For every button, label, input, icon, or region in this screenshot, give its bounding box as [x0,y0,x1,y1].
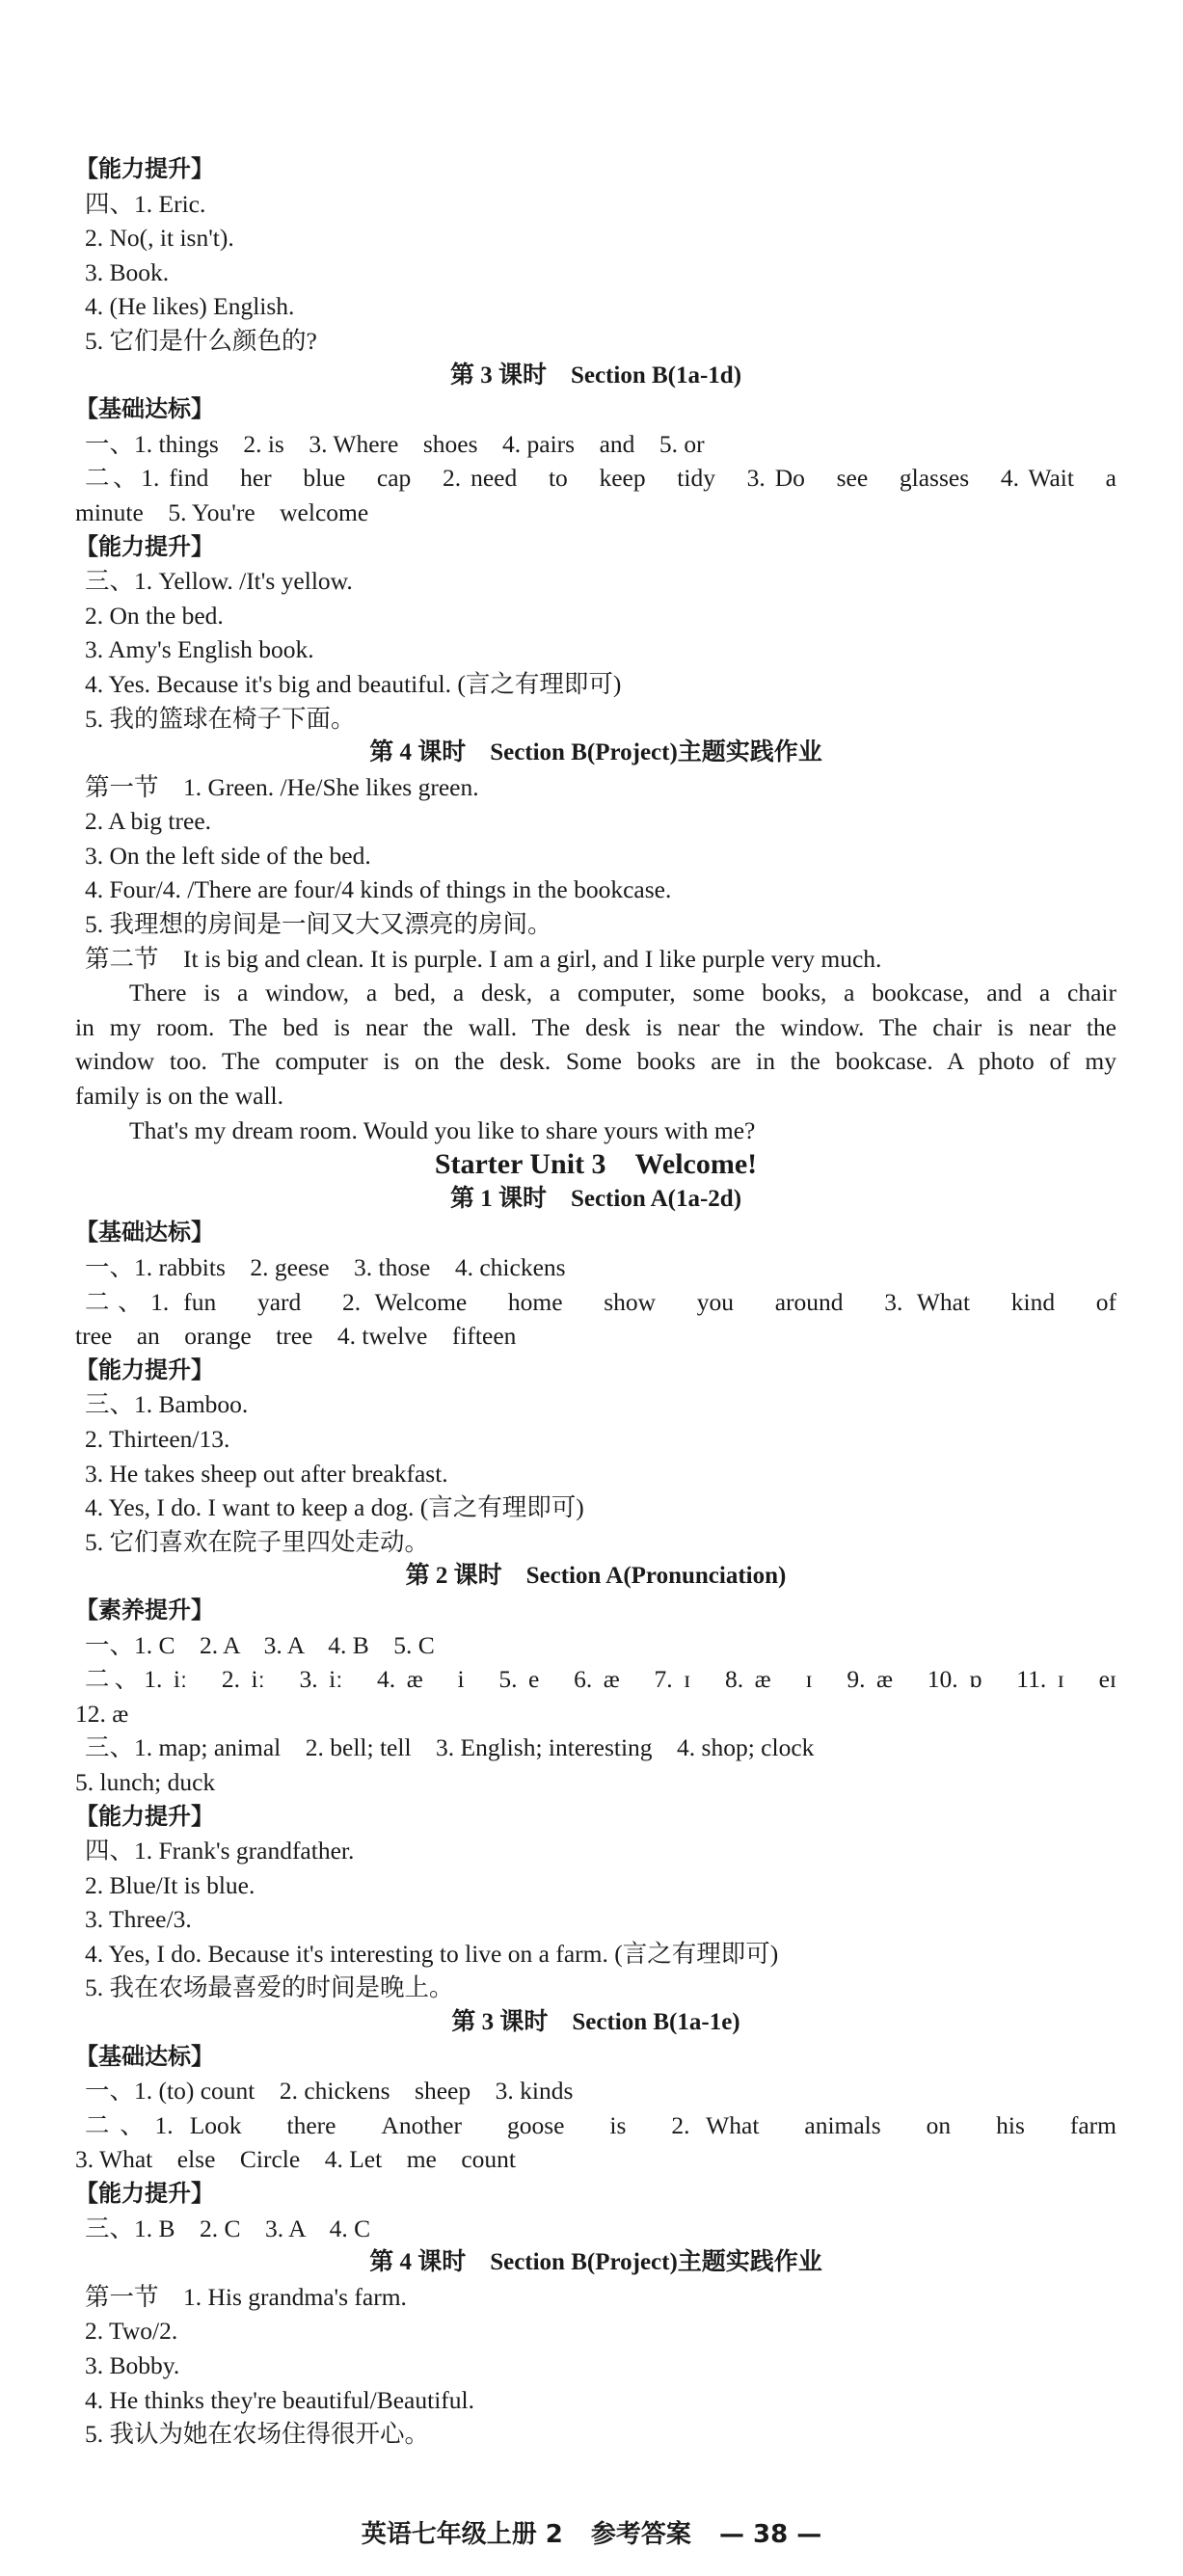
page-footer [0,2514,1183,2550]
answer-line: 二、1. fun yard 2. Welcome home show you around 3. What kind of [85,1287,1116,1316]
section-heading: 【能力提升】 [75,532,214,560]
section-heading: 【基础达标】 [75,2042,214,2070]
answer-line: 5. 我在农场最喜爱的时间是晚上。 [85,1973,454,2002]
answer-line: 3. Bobby. [85,2351,180,2379]
answer-line: 4. Yes. Because it's big and beautiful. (言之有理即可) [85,669,622,698]
answer-line: 3. On the left side of the bed. [85,841,371,870]
answer-line: family is on the wall. [75,1082,284,1111]
answer-line: window too. The computer is on the desk. Some books are in the bookcase. A photo of my [75,1047,1116,1076]
answer-line: 四、1. Eric. [85,189,206,218]
answer-line: 4. He thinks they're beautiful/Beautiful. [85,2385,474,2414]
section-heading: 【能力提升】 [75,155,214,182]
answer-content [75,152,1116,2452]
answer-line: 3. He takes sheep out after breakfast. [85,1459,448,1488]
footer-section: 参考答案 [590,2520,691,2549]
answer-line: 4. (He likes) English. [85,292,295,321]
answer-line: 二、1. find her blue cap 2. need to keep tidy 3. Do see glasses 4. Wait a [85,464,1116,493]
answer-line: 第一节 1. Green. /He/She likes green. [85,772,479,801]
answer-line: 5. 它们喜欢在院子里四处走动。 [85,1527,430,1556]
answer-line: 5. 我的篮球在椅子下面。 [85,704,356,733]
section-heading: 【能力提升】 [75,2180,214,2208]
answer-line: 2. Two/2. [85,2317,178,2346]
answer-line: 3. What else Circle 4. Let me count [75,2145,516,2174]
answer-line: 5. 我理想的房间是一间又大又漂亮的房间。 [85,910,552,939]
answer-line: in my room. The bed is near the wall. The desk is near the window. The chair is near the [75,1012,1116,1041]
answer-line: 第一节 1. His grandma's farm. [85,2282,407,2311]
answer-line: 一、1. C 2. A 3. A 4. B 5. C [85,1630,435,1659]
answer-line: 2. A big tree. [85,807,212,836]
answer-line: 二、1. iː 2. iː 3. iː 4. æ i 5. e 6. æ 7. ɪ 8. æ ɪ 9. æ 10. ɒ 11. ɪ eɪ [85,1665,1116,1694]
answer-line: 5. 它们是什么颜色的? [85,326,317,355]
section-heading: 【能力提升】 [75,1355,214,1383]
lesson-title: 第 3 课时 Section B(1a-1e) [451,2009,740,2036]
answer-line: 一、1. rabbits 2. geese 3. those 4. chickens [85,1253,566,1281]
answer-line: 二、1. Look there Another goose is 2. What animals on his farm [85,2110,1116,2139]
lesson-title: 第 4 课时 Section B(Project)主题实践作业 [369,739,822,766]
answer-line: 2. Blue/It is blue. [85,1870,255,1899]
section-heading: 【基础达标】 [75,395,214,423]
answer-line: 四、1. Frank's grandfather. [85,1837,355,1865]
answer-line: 2. Thirteen/13. [85,1424,230,1453]
page-number: — 38 — [719,2520,822,2549]
answer-line: 2. On the bed. [85,601,224,630]
answer-line: minute 5. You're welcome [75,497,369,526]
answer-line: 4. Yes, I do. I want to keep a dog. (言之有理即可) [85,1493,584,1522]
section-heading: 【能力提升】 [75,1802,214,1830]
footer-book-title: 英语七年级上册 2 [361,2520,563,2549]
answer-line: 第二节 It is big and clean. It is purple. I am a girl, and I like purple very much. [85,944,882,973]
section-heading: 【基础达标】 [75,1219,214,1247]
answer-line: 12. æ [75,1699,129,1728]
answer-line: 3. Three/3. [85,1905,192,1934]
paragraph-line: There is a window, a bed, a desk, a computer, some books, a bookcase, and a chair [129,979,1116,1007]
unit-title: Starter Unit 3 Welcome! [434,1148,758,1181]
lesson-title: 第 1 课时 Section A(1a-2d) [449,1185,742,1212]
lesson-title: 第 3 课时 Section B(1a-1d) [449,362,742,389]
answer-line: 三、1. map; animal 2. bell; tell 3. English; interesting 4. shop; clock [85,1733,815,1762]
answer-line: 5. 我认为她在农场住得很开心。 [85,2420,430,2449]
answer-line: 2. No(, it isn't). [85,224,234,253]
answer-line: 5. lunch; duck [75,1767,216,1796]
lesson-title: 第 2 课时 Section A(Pronunciation) [405,1563,787,1590]
section-heading: 【素养提升】 [75,1596,214,1623]
answer-line: 三、1. Bamboo. [85,1390,249,1419]
lesson-title: 第 4 课时 Section B(Project)主题实践作业 [369,2249,822,2276]
answer-line: 4. Four/4. /There are four/4 kinds of things in the bookcase. [85,875,672,904]
answer-line: 三、1. B 2. C 3. A 4. C [85,2214,371,2242]
answer-line: tree an orange tree 4. twelve fifteen [75,1322,517,1351]
answer-line: 一、1. things 2. is 3. Where shoes 4. pairs and 5. or [85,429,705,458]
answer-line: 3. Book. [85,257,170,286]
paragraph-line: That's my dream room. Would you like to share yours with me? [129,1115,756,1144]
answer-line: 一、1. (to) count 2. chickens sheep 3. kinds [85,2077,574,2106]
answer-line: 4. Yes, I do. Because it's interesting to live on a farm. (言之有理即可) [85,1939,779,1968]
answer-line: 三、1. Yellow. /It's yellow. [85,567,353,596]
answer-line: 3. Amy's English book. [85,635,314,664]
